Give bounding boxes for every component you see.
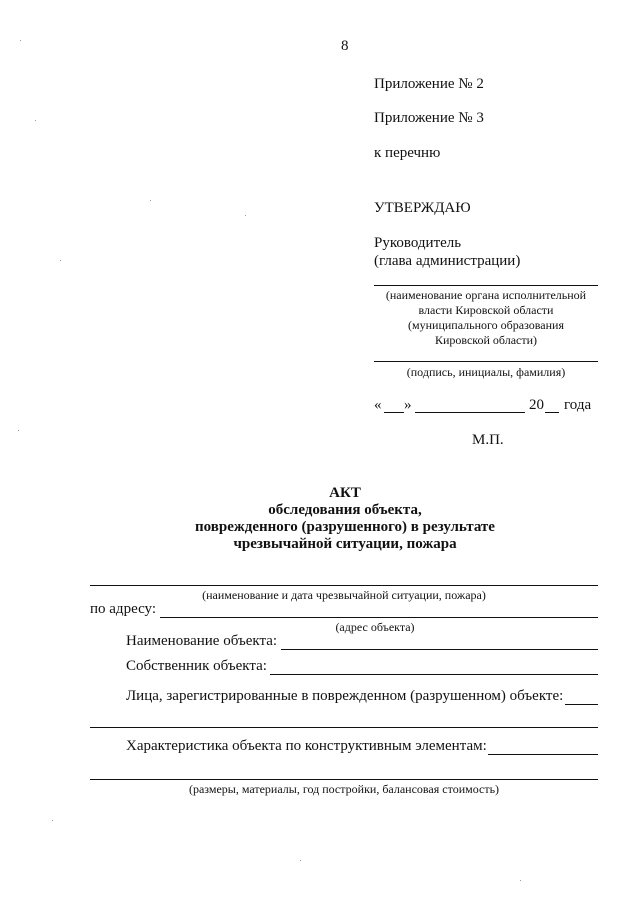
- characteristics-line: [488, 754, 598, 755]
- event-line: [90, 585, 598, 586]
- head-title-line2: (глава администрации): [374, 253, 521, 269]
- date-open-quote: «: [374, 397, 382, 413]
- org-caption-line2: власти Кировской области: [418, 303, 554, 317]
- act-subtitle-line2: поврежденного (разрушенного) в результате: [195, 519, 495, 535]
- date-year-prefix: 20: [529, 397, 544, 413]
- scan-speck: [245, 215, 246, 216]
- scan-speck: [18, 430, 19, 431]
- registered-persons-label: Лица, зарегистрированные в поврежденном (разрушенном) объекте:: [126, 688, 564, 704]
- event-caption: (наименование и дата чрезвычайной ситуации, пожара): [202, 588, 486, 602]
- registered-persons-line-2: [90, 727, 598, 728]
- date-day-blank: [384, 412, 404, 413]
- signature-caption: (подпись, инициалы, фамилия): [406, 365, 566, 379]
- page-number: 8: [341, 38, 349, 54]
- org-caption-line1: (наименование органа исполнительной: [385, 288, 587, 302]
- appendix-2-label: Приложение № 2: [374, 76, 484, 92]
- address-caption: (адрес объекта): [335, 620, 415, 634]
- scan-speck: [60, 260, 61, 261]
- scan-speck: [520, 880, 521, 881]
- to-list-label: к перечню: [374, 145, 441, 161]
- object-name-label: Наименование объекта:: [126, 633, 278, 649]
- signature-line: [374, 361, 598, 362]
- act-subtitle-line1: обследования объекта,: [268, 502, 422, 518]
- registered-persons-line: [565, 704, 598, 705]
- org-caption-line3: (муниципального образования: [408, 318, 564, 332]
- scan-speck: [20, 40, 21, 41]
- date-month-blank: [415, 412, 525, 413]
- stamp-placeholder: М.П.: [472, 432, 504, 448]
- owner-line: [270, 674, 598, 675]
- characteristics-label: Характеристика объекта по конструктивным элементам:: [126, 738, 487, 754]
- owner-label: Собственник объекта:: [126, 658, 267, 674]
- characteristics-caption: (размеры, материалы, год постройки, балансовая стоимость): [188, 782, 500, 796]
- object-name-line: [281, 649, 598, 650]
- date-year-suffix: года: [564, 397, 592, 413]
- scan-speck: [35, 120, 36, 121]
- appendix-3-label: Приложение № 3: [374, 110, 484, 126]
- date-year-blank: [545, 412, 559, 413]
- org-name-line: [374, 285, 598, 286]
- date-close-quote: »: [404, 397, 412, 413]
- address-label: по адресу:: [90, 601, 157, 617]
- scan-speck: [150, 200, 151, 201]
- scan-speck: [52, 820, 53, 821]
- act-subtitle-line3: чрезвычайной ситуации, пожара: [233, 536, 457, 552]
- act-title: АКТ: [329, 485, 361, 501]
- org-caption-line4: Кировской области): [434, 333, 538, 347]
- approval-title: УТВЕРЖДАЮ: [374, 200, 471, 216]
- scan-speck: [300, 860, 301, 861]
- address-line: [160, 617, 598, 618]
- characteristics-line-2: [90, 779, 598, 780]
- head-title-line1: Руководитель: [374, 235, 462, 251]
